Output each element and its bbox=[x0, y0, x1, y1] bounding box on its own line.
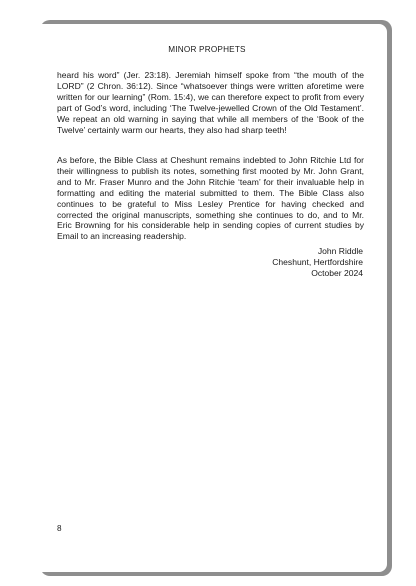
document-page bbox=[27, 24, 387, 572]
signature-date: October 2024 bbox=[311, 267, 363, 278]
running-header: MINOR PROPHETS bbox=[168, 45, 246, 54]
page-number: 8 bbox=[57, 524, 62, 533]
signature-name: John Riddle bbox=[317, 246, 363, 256]
body-paragraph-2: As before, the Bible Class at Cheshunt remains indebted to John Ritchie Ltd for their willingness to publish its notes, something first mooted by Mr. John Grant, and to Mr. Fraser Munro and the John Ritchie ‘team’ for their invaluable help in formatting and editing the material submitted to them. The Bible Class also continues to be grateful to Miss Lesley Prentice for having checked and corrected the original manuscripts, something she continues to do, and to Mr. Eric Browning for his considerable help in sending copies of current studies by Email to an increasing readership. bbox=[57, 155, 364, 242]
signature-block bbox=[272, 246, 363, 279]
body-paragraph-1: heard his word” (Jer. 23:18). Jeremiah himself spoke from “the mouth of the LORD” (2 Chron. 36:12). Since “whatsoever things were written aforetime were written for our learning” (Rom. 15:4), we can therefore expect to profit from every part of God’s word, including ‘The Twelve-jewelled Crown of the Old Testament’. We repeat an old warning in saying that while all members of the ‘Book of the Twelve’ certainly warm our hearts, they also had sharp teeth! bbox=[57, 70, 364, 135]
signature-place: Cheshunt, Hertfordshire bbox=[272, 256, 363, 267]
